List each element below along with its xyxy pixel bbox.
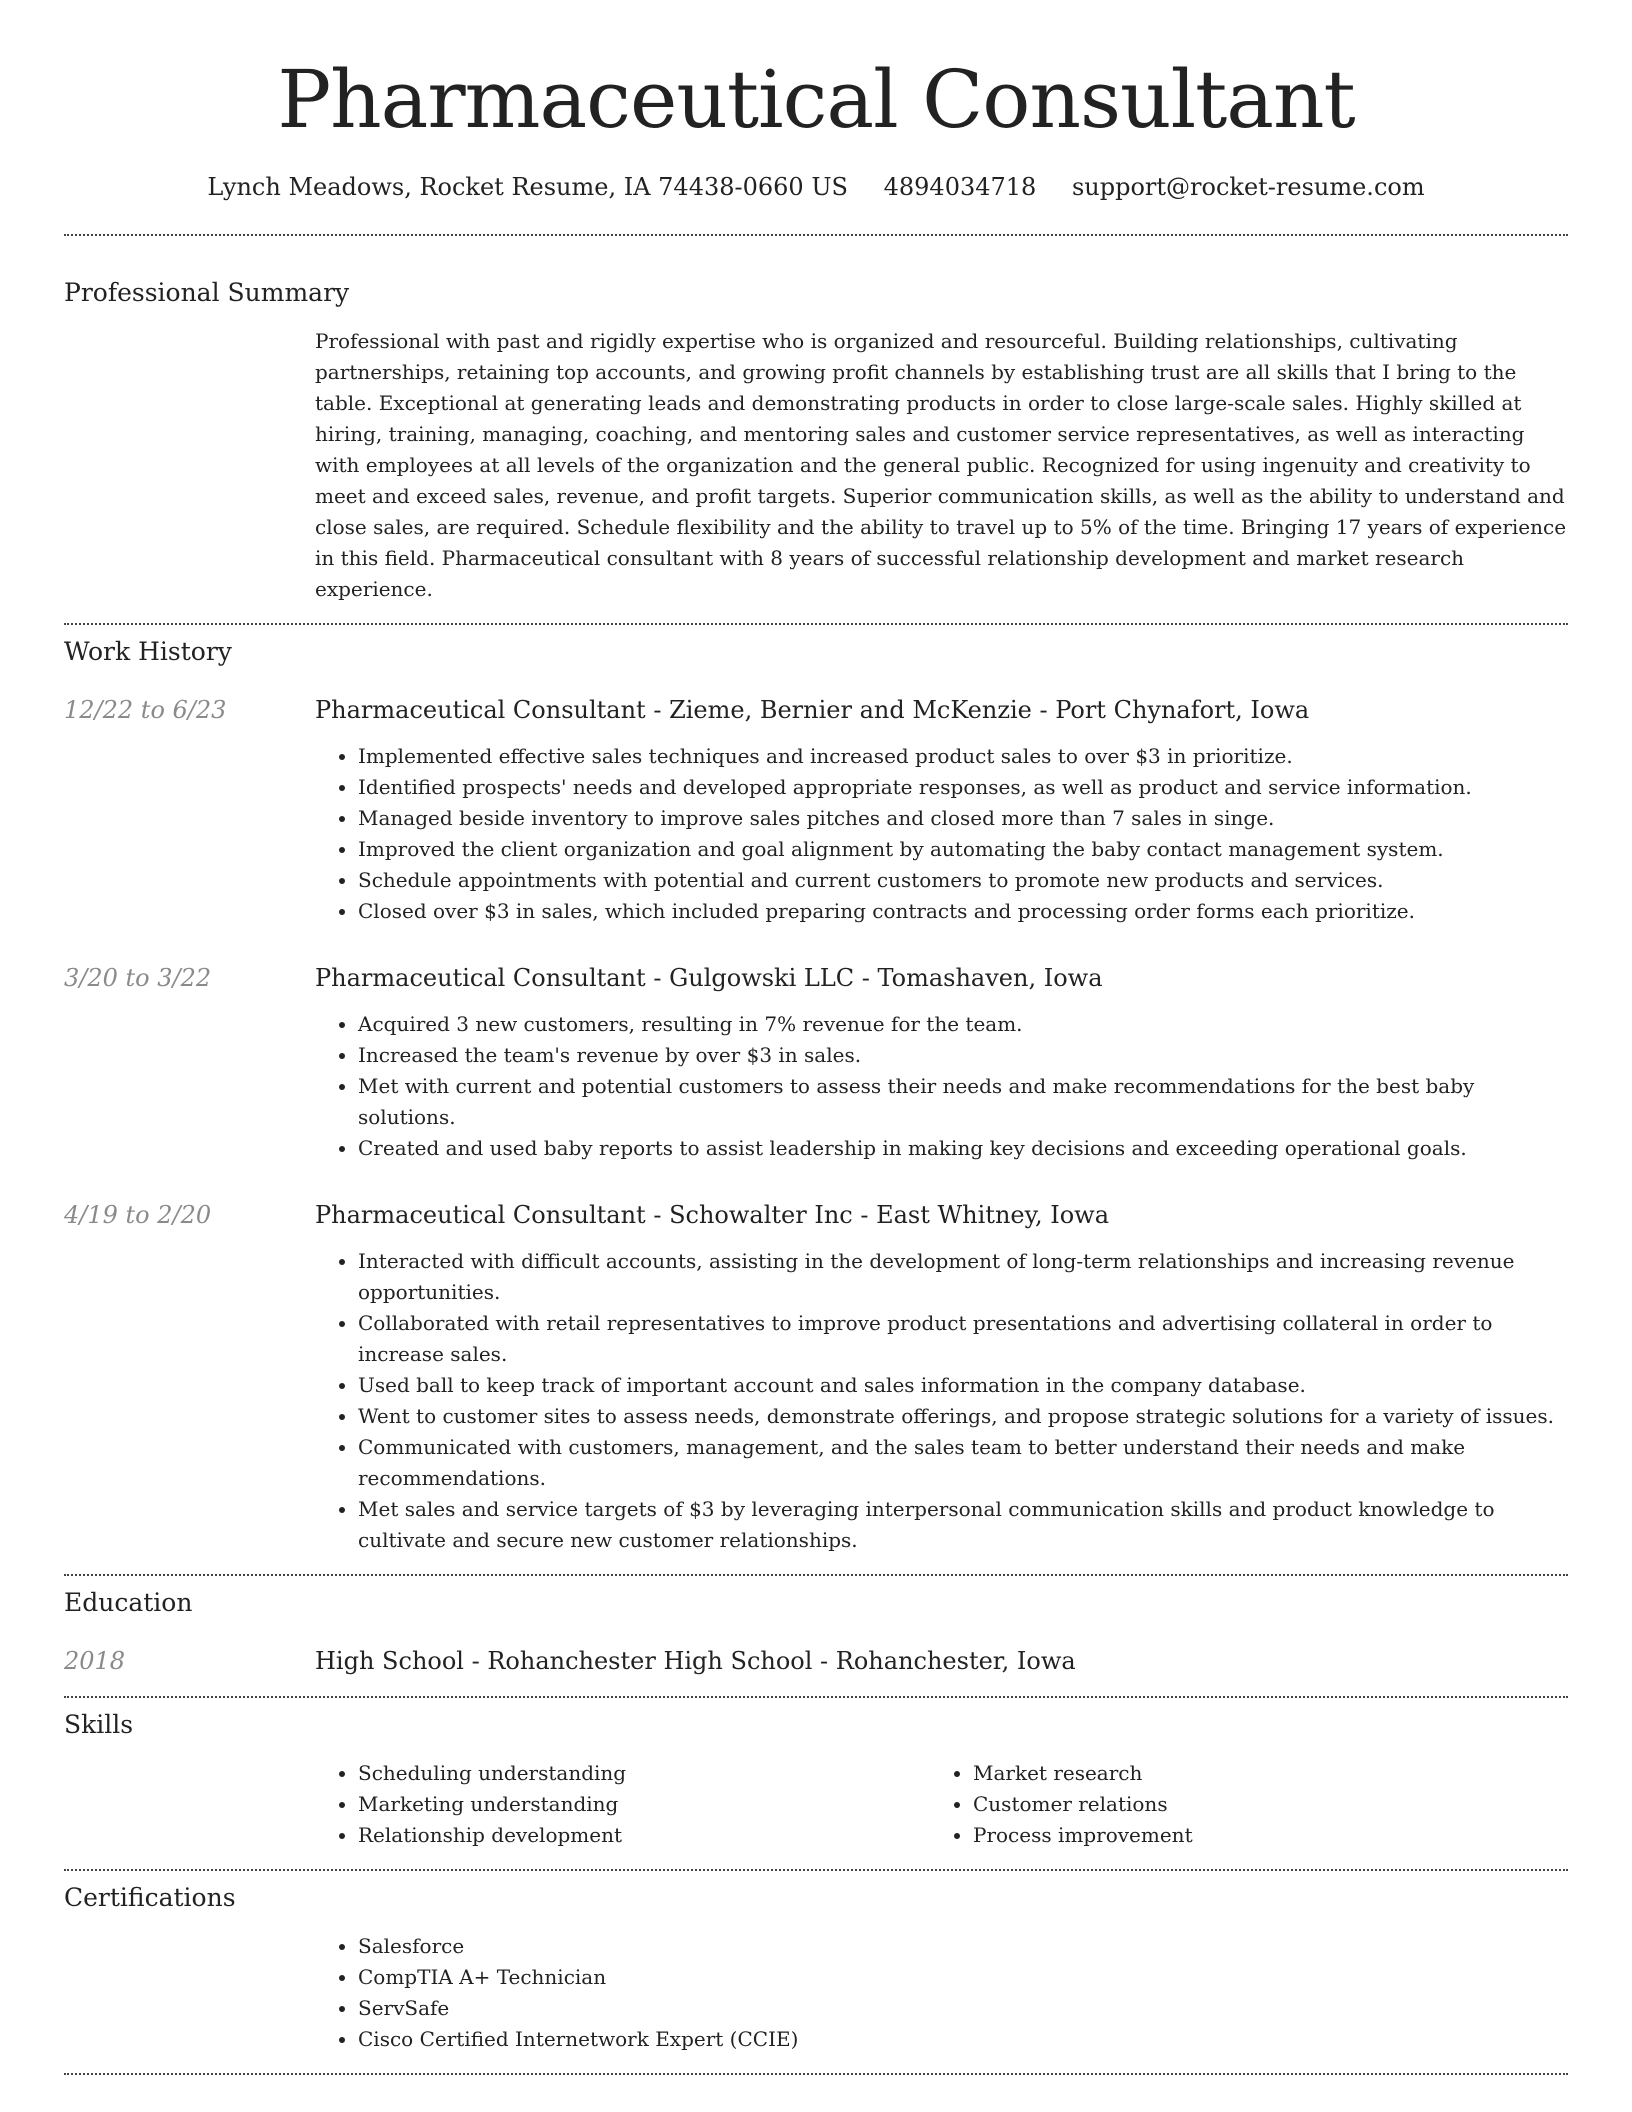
job-bullet: • Collaborated with retail representatives to improve product presentations and advertising collateral in order to increase sales. (358, 1308, 1568, 1370)
job-bullet: • Interacted with difficult accounts, assisting in the development of long-term relationships and increasing revenue opportunities. (358, 1246, 1568, 1308)
job-heading: Pharmaceutical Consultant - Gulgowski LLC - Tomashaven, Iowa (315, 964, 1103, 992)
section-title-certifications: Certifications (64, 1883, 236, 1912)
job-entry (64, 693, 1568, 927)
job-bullet: • Met with current and potential customers to assess their needs and make recommendations for the best baby solutions. (358, 1071, 1568, 1133)
resume-name: Pharmaceutical Consultant (277, 53, 1355, 146)
certifications-list (315, 1931, 1568, 2055)
contact-email: support@rocket-resume.com (1071, 173, 1425, 201)
skills-section (64, 1698, 1568, 1851)
job-heading: Pharmaceutical Consultant - Schowalter Inc - East Whitney, Iowa (315, 1201, 1110, 1229)
section-title-work-history: Work History (64, 637, 232, 666)
section-title-skills: Skills (64, 1710, 134, 1739)
contact-line (64, 170, 1568, 204)
education-year: 2018 (64, 1647, 126, 1675)
resume-page (64, 0, 1568, 2075)
skill-item: • Scheduling understanding (358, 1758, 930, 1789)
job-bullets (315, 1246, 1568, 1556)
section-title-education: Education (64, 1588, 193, 1617)
job-dates: 3/20 to 3/22 (64, 964, 212, 992)
education-entry (64, 1644, 1568, 1678)
section-title-summary: Professional Summary (64, 278, 350, 307)
job-bullet: • Met sales and service targets of $3 by leveraging interpersonal communication skills and product knowledge to cultivate and secure new customer relationships. (358, 1494, 1568, 1556)
job-bullets (315, 741, 1568, 927)
certification-item: • ServSafe (358, 1993, 1568, 2024)
job-heading: Pharmaceutical Consultant - Zieme, Bernier and McKenzie - Port Chynafort, Iowa (315, 696, 1310, 724)
skill-item: • Customer relations (973, 1789, 1545, 1820)
job-bullet: • Communicated with customers, management, and the sales team to better understand their needs and make recommendations. (358, 1432, 1568, 1494)
job-bullet: • Implemented effective sales techniques and increased product sales to over $3 in prioritize. (358, 741, 1568, 772)
work-history-section (64, 625, 1568, 1556)
education-section (64, 1576, 1568, 1678)
job-entry (64, 961, 1568, 1164)
job-entry (64, 1198, 1568, 1556)
certifications-section (64, 1871, 1568, 2055)
contact-phone: 4894034718 (883, 173, 1037, 201)
job-bullet: • Used ball to keep track of important account and sales information in the company database. (358, 1370, 1568, 1401)
contact-address: Lynch Meadows, Rocket Resume, IA 74438-0660 US (207, 173, 848, 201)
summary-text: Professional with past and rigidly expertise who is organized and resourceful. Building relationships, cultivating partnerships, retaining top accounts, and growing profit channels by establishing trust are all skills that I bring to the table. Exceptional at generating leads and demonstrating products in order to close large-scale sales. Highly skilled at hiring, training, managing, coaching, and mentoring sales and customer service representatives, as well as interacting with employees at all levels of the organization and the general public. Recognized for using ingenuity and creativity to meet and exceed sales, revenue, and profit targets. Superior communication skills, as well as the ability to understand and close sales, are required. Schedule flexibility and the ability to travel up to 5% of the time. Bringing 17 years of experience in this field. Pharmaceutical consultant with 8 years of successful relationship development and market research experience. (315, 329, 1567, 601)
skill-item: • Market research (973, 1758, 1545, 1789)
job-bullet: • Managed beside inventory to improve sales pitches and closed more than 7 sales in singe. (358, 803, 1568, 834)
job-dates: 4/19 to 2/20 (64, 1201, 212, 1229)
skill-item: • Relationship development (358, 1820, 930, 1851)
summary-section (64, 236, 1568, 605)
job-bullet: • Improved the client organization and goal alignment by automating the baby contact management system. (358, 834, 1568, 865)
skill-item: • Process improvement (973, 1820, 1545, 1851)
job-bullet: • Acquired 3 new customers, resulting in 7% revenue for the team. (358, 1009, 1568, 1040)
job-bullet: • Went to customer sites to assess needs, demonstrate offerings, and propose strategic solutions for a variety of issues. (358, 1401, 1568, 1432)
skills-list-right (930, 1758, 1545, 1851)
job-dates: 12/22 to 6/23 (64, 696, 227, 724)
job-bullet: • Schedule appointments with potential and current customers to promote new products and services. (358, 865, 1568, 896)
skills-list-left (315, 1758, 930, 1851)
job-bullet: • Closed over $3 in sales, which included preparing contracts and processing order forms each prioritize. (358, 896, 1568, 927)
section-divider (64, 2073, 1568, 2075)
job-bullet: • Identified prospects' needs and developed appropriate responses, as well as product and service information. (358, 772, 1568, 803)
skill-item: • Marketing understanding (358, 1789, 930, 1820)
job-bullet: • Created and used baby reports to assist leadership in making key decisions and exceeding operational goals. (358, 1133, 1568, 1164)
certification-item: • Salesforce (358, 1931, 1568, 1962)
education-heading: High School - Rohanchester High School - Rohanchester, Iowa (315, 1647, 1076, 1675)
job-bullet: • Increased the team's revenue by over $3 in sales. (358, 1040, 1568, 1071)
certification-item: • Cisco Certified Internetwork Expert (CCIE) (358, 2024, 1568, 2055)
certification-item: • CompTIA A+ Technician (358, 1962, 1568, 1993)
job-bullets (315, 1009, 1568, 1164)
